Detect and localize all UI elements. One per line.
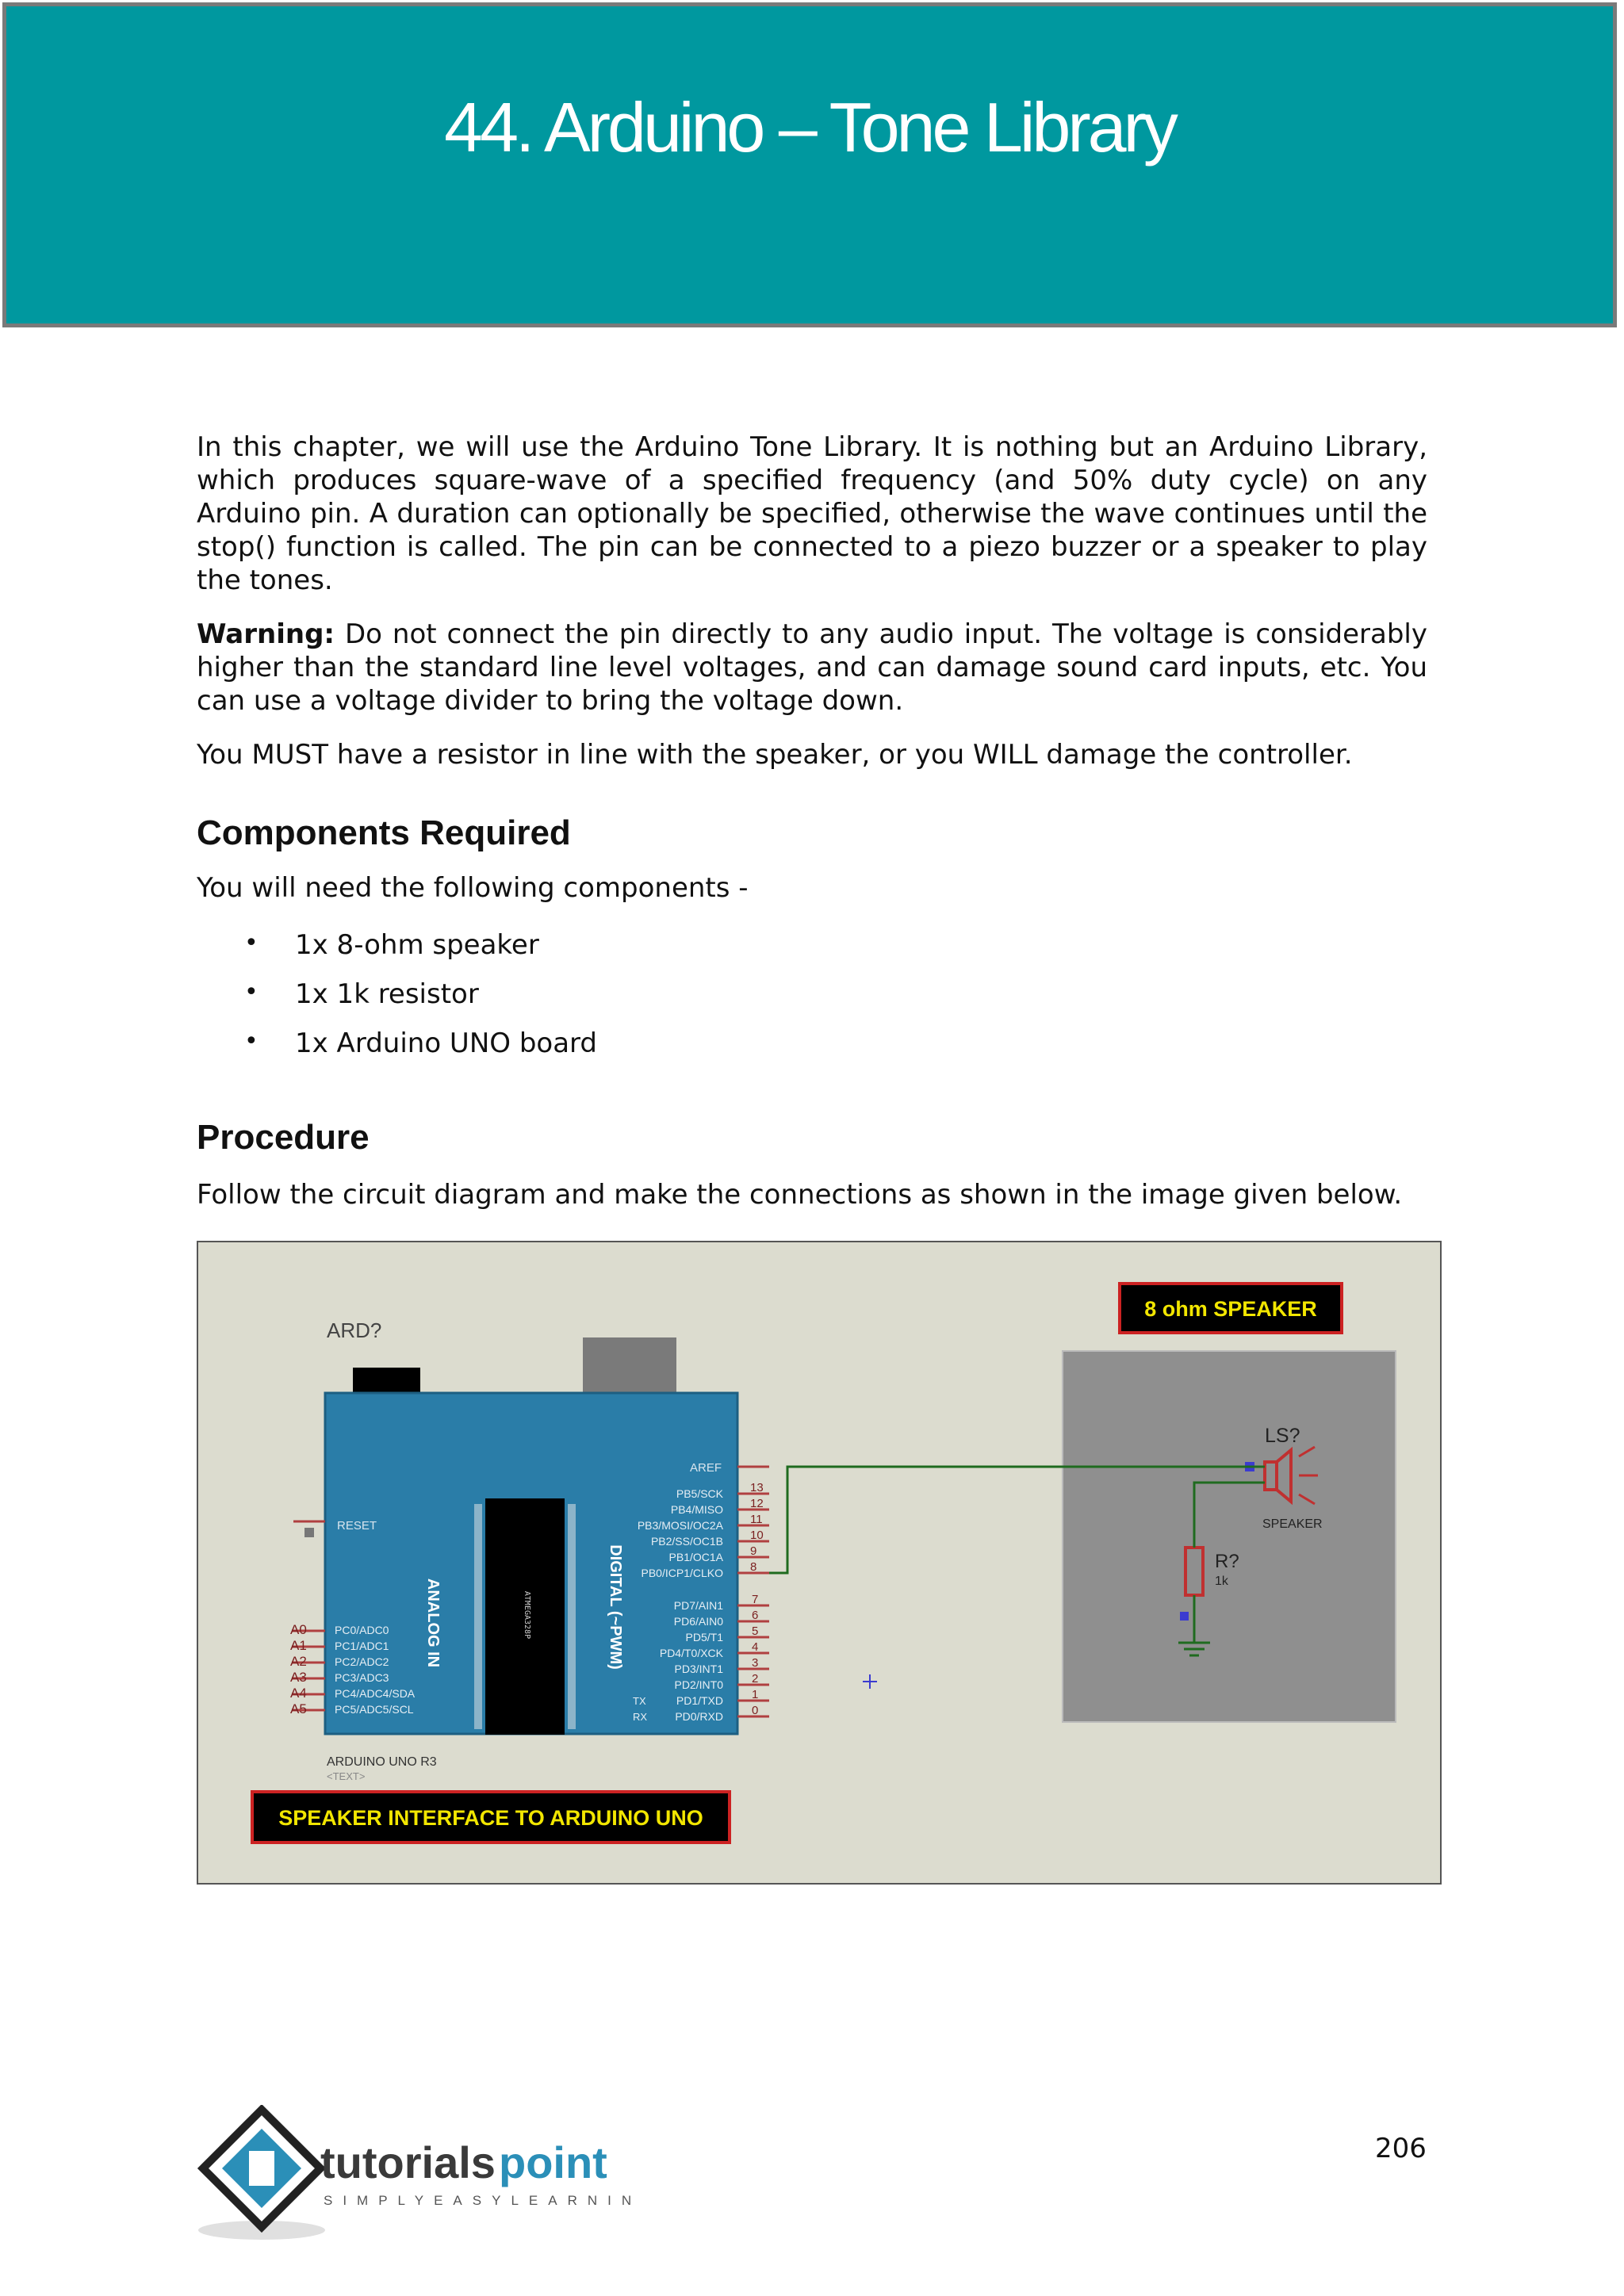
circuit-svg [198,1242,1440,1883]
digital-pin-name: PB5/SCK [676,1487,723,1500]
resistor-value: 1k [1215,1575,1228,1588]
digital-pin-name: PD7/AIN1 [673,1599,723,1612]
digital-pin-name: PB2/SS/OC1B [650,1535,723,1548]
analog-pin-label: A4 [290,1686,307,1701]
warning-paragraph [197,618,1427,718]
circuit-diagram [197,1241,1442,1885]
tutorialspoint-logo[interactable] [193,2105,638,2251]
digital-pin-name: PB1/OC1A [668,1551,723,1563]
logo-page-icon [249,2151,274,2186]
warning-text: Do not connect the pin directly to any audio input. The voltage is considerably higher than the standard line level voltages, and can damage sound card inputs, etc. You can use a voltage divider to bring the voltage down. [197,618,1427,717]
analog-pin-label: A1 [290,1638,307,1653]
digital-pin-number: 12 [750,1497,764,1510]
analog-pin-name: PC0/ADC0 [335,1624,389,1636]
board-name: ARDUINO UNO R3 [327,1755,437,1769]
digital-pin-number: 10 [750,1529,764,1542]
speaker-label: SPEAKER [1262,1517,1323,1531]
intro-section [197,430,1427,771]
digital-pin-name: PD3/INT1 [674,1663,723,1675]
digital-pin-number: 13 [750,1481,764,1494]
digital-pin-number: 11 [750,1513,763,1526]
analog-pin-name: PC1/ADC1 [335,1640,389,1652]
reset-label: RESET [337,1519,377,1533]
diagram-caption: SPEAKER INTERFACE TO ARDUINO UNO [278,1806,703,1830]
digital-pin-name: PD2/INT0 [674,1678,723,1691]
aref-label: AREF [689,1461,722,1475]
chapter-title: 44. Arduino – Tone Library [444,88,1175,166]
digital-pin-number: 3 [752,1656,759,1670]
components-lead: You will need the following components - [197,872,749,904]
digital-pin-name: PD6/AIN0 [673,1615,723,1628]
list-item: • 1x 1k resistor [238,978,597,1027]
components-heading: Components Required [197,813,571,852]
digital-pin-number: 0 [752,1704,759,1717]
warning-label: Warning: [197,618,335,650]
digital-pin-name: PD1/TXD [676,1694,723,1707]
reset-pin-marker [304,1528,314,1537]
ls-label: LS? [1265,1425,1300,1447]
digital-pin-number: 1 [752,1688,759,1701]
rx-label: RX [633,1711,648,1723]
resistor-note: You MUST have a resistor in line with the speaker, or you WILL damage the controller. [197,739,1353,771]
digital-pin-name: PB3/MOSI/OC2A [637,1519,723,1532]
analog-pin-name: PC3/ADC3 [335,1671,389,1684]
analog-pin-label: A5 [290,1701,307,1716]
digital-label: DIGITAL (~PWM) [607,1544,624,1670]
components-list [238,929,597,1077]
analog-pin-label: A0 [290,1622,307,1637]
page-number: 206 [1375,2133,1427,2164]
ard-label: ARD? [327,1318,382,1342]
board-text-placeholder: <TEXT> [327,1770,366,1782]
digital-pin-name: PB0/ICP1/CLKO [641,1567,723,1579]
analog-pin-name: PC5/ADC5/SCL [335,1703,414,1716]
analog-pin-label: A2 [290,1654,307,1669]
logo-text-b: point [499,2137,607,2187]
crosshair-icon [863,1674,877,1689]
digital-pin-name: PB4/MISO [670,1503,723,1516]
digital-pin-name: PD4/T0/XCK [659,1647,723,1659]
list-item: • 1x 8-ohm speaker [238,929,597,978]
digital-pin-number: 9 [750,1544,757,1558]
chip-label: ATMEGA328P [523,1590,531,1640]
resistor-pin-marker [1180,1612,1189,1621]
digital-pin-name: PD5/T1 [685,1631,723,1644]
logo-text-a: tutorials [320,2137,496,2187]
logo-tagline: SIMPLYEASYLEARNING [324,2193,638,2208]
digital-pin-name: PD0/RXD [675,1710,723,1723]
chapter-banner [2,2,1617,327]
list-item: • 1x Arduino UNO board [238,1027,597,1077]
digital-pin-number: 8 [750,1560,757,1574]
analog-in-label: ANALOG IN [424,1578,442,1668]
analog-pin-name: PC2/ADC2 [335,1655,389,1668]
procedure-heading: Procedure [197,1118,370,1157]
speaker-title: 8 ohm SPEAKER [1144,1297,1317,1321]
analog-pin-name: PC4/ADC4/SDA [335,1687,416,1700]
speaker-panel [1063,1351,1396,1722]
digital-pin-number: 7 [752,1593,759,1606]
analog-pin-label: A3 [290,1670,307,1685]
digital-pin-number: 6 [752,1609,759,1622]
intro-paragraph: In this chapter, we will use the Arduino Tone Library. It is nothing but an Arduino Library, which produces square-wave of a specified frequency (and 50% duty cycle) on any Arduino pin. A duration can optionally be specified, otherwise the wave continues until the stop() function is called. The pin can be connected to a piezo buzzer or a speaker to play the tones. [197,431,1427,596]
digital-pin-number: 5 [752,1624,759,1638]
procedure-lead: Follow the circuit diagram and make the connections as shown in the image given below. [197,1179,1403,1211]
digital-pin-number: 4 [752,1640,759,1654]
tx-label: TX [633,1695,646,1707]
resistor-ref: R? [1215,1551,1239,1572]
digital-pin-number: 2 [752,1672,759,1686]
